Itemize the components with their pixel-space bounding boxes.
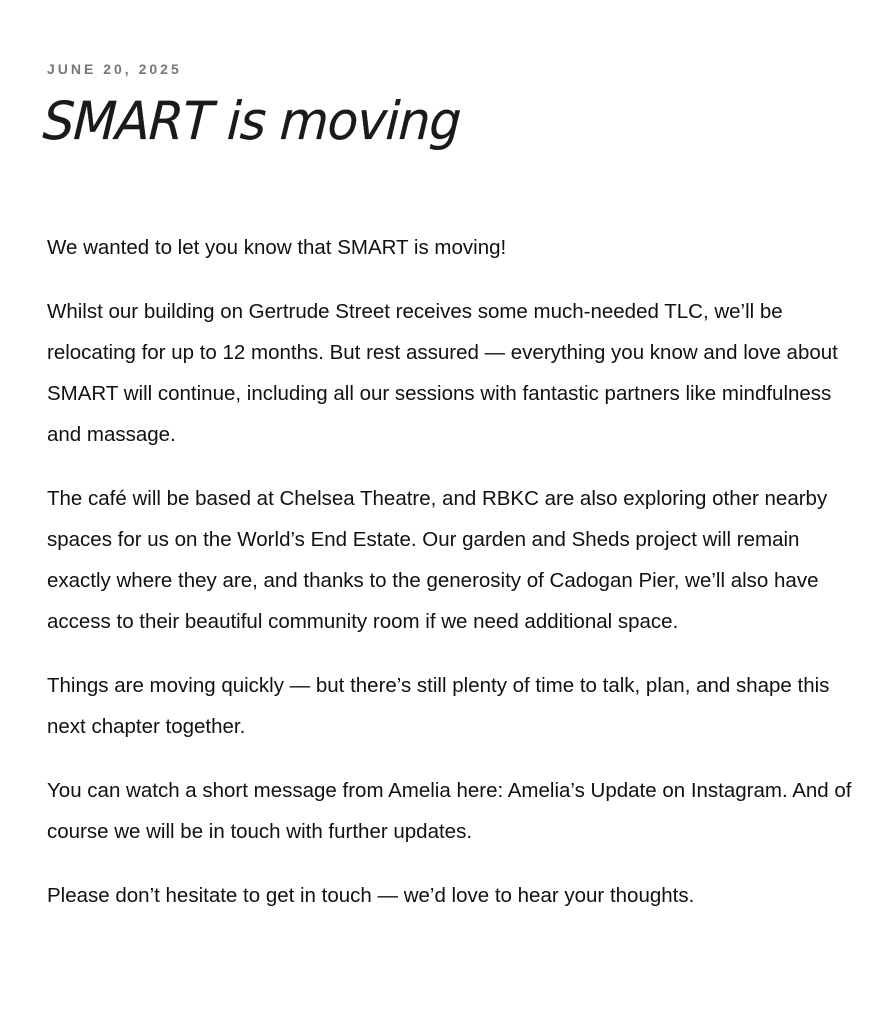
- post-paragraph: You can watch a short message from Amelia here: Amelia’s Update on Instagram. And of course we will be in touch with further updates.: [47, 779, 852, 843]
- post-date: JUNE 20, 2025: [47, 61, 182, 77]
- post-paragraph: We wanted to let you know that SMART is moving!: [47, 236, 507, 259]
- post-paragraph: Whilst our building on Gertrude Street receives some much-needed TLC, we’ll be relocating for up to 12 months. But rest assured — everything you know and love about SMART will continue, including all our sessions with fantastic partners like mindfulness and massage.: [47, 300, 838, 446]
- post-body: [47, 227, 862, 939]
- post-paragraph: The café will be based at Chelsea Theatre, and RBKC are also exploring other nearby spaces for us on the World’s End Estate. Our garden and Sheds project will remain exactly where they are, and thanks to the generosity of Cadogan Pier, we’ll also have access to their beautiful community room if we need additional space.: [47, 487, 828, 633]
- post-paragraph: Please don’t hesitate to get in touch — we’d love to hear your thoughts.: [47, 884, 695, 907]
- post-title: SMART is moving: [41, 90, 462, 152]
- post-paragraph: Things are moving quickly — but there’s still plenty of time to talk, plan, and shape this next chapter together.: [47, 674, 830, 738]
